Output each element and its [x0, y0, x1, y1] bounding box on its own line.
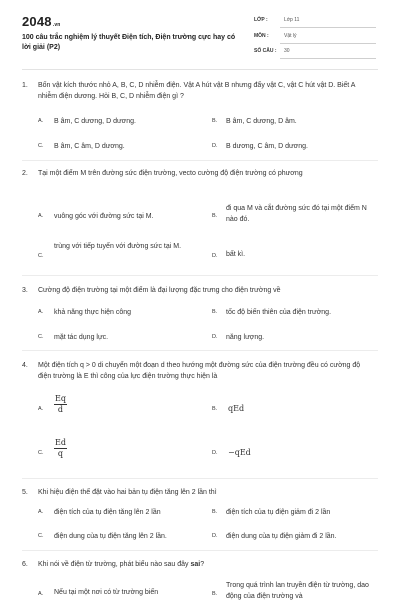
grade-label: LỚP : [254, 17, 268, 23]
option-c[interactable]: mặt tác dụng lực. [54, 334, 109, 341]
option-b[interactable]: B âm, C dương, D âm. [226, 118, 297, 125]
count-underline [280, 58, 376, 59]
option-letter-c: C. [38, 533, 44, 539]
question-text: Tại một điểm M trên đường sức điện trường, vecto cường độ điện trường có phương [38, 170, 303, 177]
option-letter-a: A. [38, 118, 44, 124]
option-letter-c: C. [38, 334, 44, 340]
logo-main: 2048 [22, 14, 52, 29]
fraction-denominator: d [57, 405, 64, 414]
option-letter-a: A. [38, 591, 44, 597]
option-a[interactable]: B âm, C dương, D dương. [54, 118, 136, 125]
question-count-label: SỐ CÂU : [254, 48, 277, 54]
option-a[interactable]: Nếu tại một nơi có từ trường biến [54, 589, 159, 596]
option-letter-b: B. [212, 406, 218, 412]
document-header [0, 0, 400, 68]
question-separator [22, 478, 378, 479]
option-a[interactable]: khả năng thực hiện công [54, 309, 132, 316]
question-text: Một điện tích q > 0 di chuyển một đoạn d theo hướng một đường sức của điện trường đều có cường độ điện trường là E thì công của lực điện trường thực hiện là [38, 362, 361, 380]
option-b[interactable]: điện tích của tụ điện giảm đi 2 lần [226, 509, 331, 516]
fraction-numerator: Ed [55, 438, 66, 447]
option-letter-b: B. [212, 118, 218, 124]
option-a[interactable]: vuông góc với đường sức tại M. [54, 213, 154, 220]
option-c[interactable]: điện dung của tụ điện tăng lên 2 lần. [54, 533, 167, 540]
option-d[interactable]: năng lượng. [226, 334, 265, 341]
subject-underline [280, 43, 376, 44]
fraction-numerator: Eq [55, 394, 66, 403]
question-text [38, 559, 374, 570]
option-letter-c: C. [38, 253, 44, 259]
option-c-fraction[interactable] [54, 438, 67, 459]
grade-value: Lớp 11 [284, 17, 300, 23]
question-separator [22, 550, 378, 551]
option-letter-a: A. [38, 213, 44, 219]
question-text-suffix: ? [200, 561, 205, 568]
document-title: 100 câu trắc nghiệm lý thuyết Điện tích, Điện trường cực hay có lời giải (P2) [22, 34, 236, 51]
question-number: 6. [22, 561, 28, 568]
option-letter-b: B. [212, 591, 218, 597]
option-b[interactable]: qEd [228, 404, 245, 413]
option-letter-d: D. [212, 143, 218, 149]
question-number: 3. [22, 287, 28, 294]
site-logo[interactable] [22, 14, 61, 29]
option-letter-c: C. [38, 143, 44, 149]
option-d[interactable]: −qEd [228, 448, 251, 457]
header-divider [22, 69, 378, 70]
question-separator [22, 350, 378, 351]
question-count-value: 30 [284, 48, 290, 54]
option-c[interactable]: B âm, C âm, D dương. [54, 143, 125, 150]
question-text-emphasis: sai [190, 561, 201, 568]
question-number: 2. [22, 170, 28, 177]
option-c[interactable]: trùng với tiếp tuyến với đường sức tại M. [54, 243, 182, 250]
option-letter-d: D. [212, 253, 218, 259]
option-letter-a: A. [38, 406, 44, 412]
option-letter-a: A. [38, 309, 44, 315]
option-letter-a: A. [38, 509, 44, 515]
question-text: Bốn vật kích thước nhỏ A, B, C, D nhiễm điện. Vật A hút vật B nhưng đẩy vật C, vật C hút vật D. Biết A nhiễm điện dương. Hỏi B, C, D nhiễm điện gì ? [38, 82, 356, 100]
option-d[interactable]: bất kì. [226, 251, 246, 258]
question-text: Cường độ điện trường tại một điểm là đại lượng đặc trưng cho điện trường về [38, 287, 281, 294]
logo-sub: .vn [52, 22, 61, 28]
subject-label: MÔN : [254, 33, 269, 39]
subject-value: Vật lý [284, 33, 297, 39]
option-letter-c: C. [38, 450, 44, 456]
fraction-denominator: q [57, 449, 64, 458]
option-letter-b: B. [212, 309, 218, 315]
question-number: 1. [22, 82, 28, 89]
grade-underline [280, 27, 376, 28]
question-separator [22, 160, 378, 161]
option-b[interactable]: Trong quá trình lan truyền điện từ trường, dao động của điện trường và [226, 582, 369, 600]
question-text: Khi hiệu điện thế đặt vào hai bản tụ điện tăng lên 2 lần thì [38, 489, 217, 496]
option-a-fraction[interactable] [54, 394, 67, 415]
option-letter-d: D. [212, 334, 218, 340]
option-b[interactable]: đi qua M và cắt đường sức đó tại một điểm N nào đó. [226, 205, 367, 223]
option-b[interactable]: tốc độ biến thiên của điện trường. [226, 309, 332, 316]
option-a[interactable]: điện tích của tụ điện tăng lên 2 lần [54, 509, 161, 516]
option-letter-d: D. [212, 450, 218, 456]
question-separator [22, 275, 378, 276]
option-d[interactable]: điện dung của tụ điện giảm đi 2 lần. [226, 533, 337, 540]
question-number: 4. [22, 362, 28, 369]
option-letter-d: D. [212, 533, 218, 539]
option-letter-b: B. [212, 213, 218, 219]
option-d[interactable]: B dương, C âm, D dương. [226, 143, 308, 150]
question-text-prefix: Khi nói về điện từ trường, phát biểu nào sau đây [38, 561, 191, 568]
option-letter-b: B. [212, 509, 218, 515]
question-number: 5. [22, 489, 28, 496]
